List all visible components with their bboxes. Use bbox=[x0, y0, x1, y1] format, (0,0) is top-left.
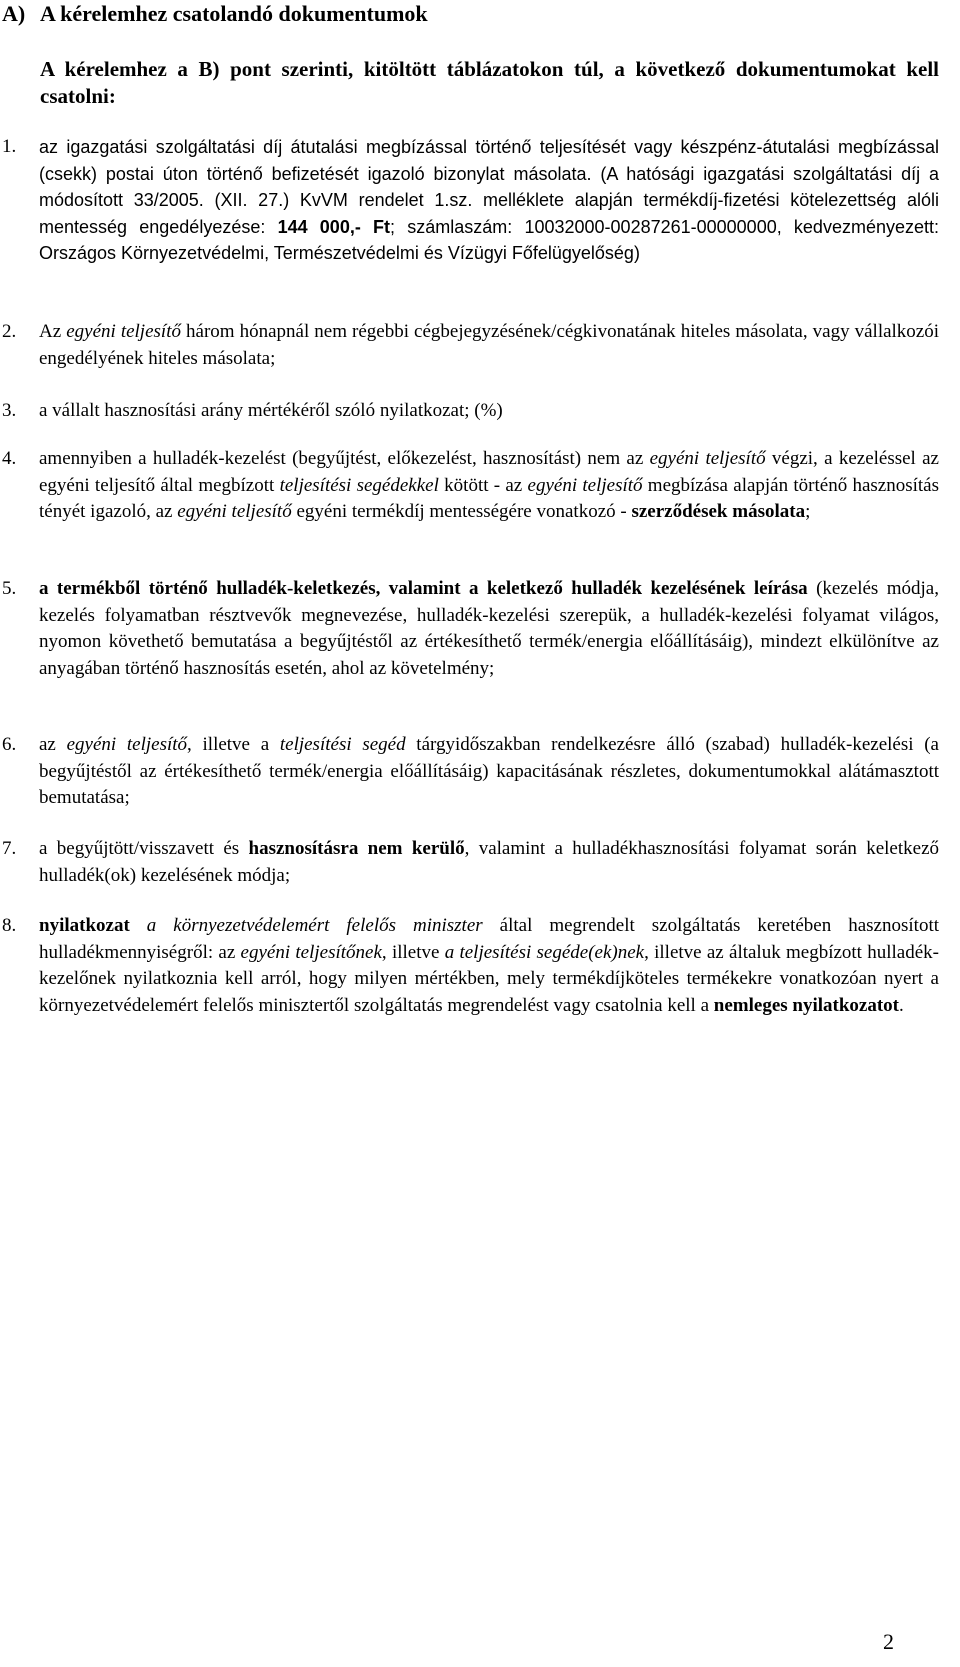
item-text bbox=[39, 576, 939, 682]
list-item-1 bbox=[0, 134, 939, 267]
item-text-part: (kezelés módja, kezelés folyamatban résztvevők megnevezése, hulladék-kezelési szerepük, a hulladék-kezelési folyamat világos, nyomon követhető bemutatása a begyűjtéstől az értékesíthető termék/energia előállításáig), mindezt elkülönítve az anyagában történő hasznosítás esetén, ahol az követelmény; bbox=[39, 578, 939, 679]
italic-term: egyéni teljesítő bbox=[66, 321, 181, 342]
list-item-5 bbox=[0, 576, 939, 682]
italic-term: teljesítési segédekkel bbox=[279, 474, 439, 496]
item-text-part: kötött - az bbox=[438, 474, 528, 496]
list-item-8 bbox=[0, 913, 939, 1019]
item-text bbox=[39, 913, 939, 1019]
item-text bbox=[39, 319, 939, 372]
italic-term: a teljesítési segéde(ek)nek bbox=[444, 941, 645, 963]
item-text-part: tárgyidőszakban rendelkezésre álló (szabad) hulladék-kezelési (a begyűjtéstől az értékesíthető termék/energia előállításáig) kapacitásának részletes, dokumentumokkal alátámasztott bemutatása; bbox=[39, 734, 939, 808]
item-text-part: , illetve az általuk megbízott hulladék-kezelőnek nyilatkoznia kell arról, hogy milyen mértékben, mely termékdíjköteles termékekre vonatkozóan nyert a környezetvédelemért felelős minisztertől szolgáltatás megrendelést vagy csatolnia kell a bbox=[39, 941, 939, 1016]
section-number: A) bbox=[2, 1, 26, 26]
item-text-part: , illetve bbox=[381, 941, 445, 963]
bold-term: a termékből történő hulladék-keletkezés, valamint a keletkező hulladék kezelésének leírása bbox=[39, 578, 808, 599]
item-number: 6. bbox=[2, 734, 17, 755]
item-text-part: , illetve a bbox=[187, 734, 280, 755]
item-text-part: három hónapnál nem régebbi cégbejegyzésének/cégkivonatának hiteles másolata, vagy vállalkozói engedélyének hiteles másolata; bbox=[39, 321, 940, 369]
item-text-part: ; bbox=[805, 501, 811, 522]
item-number: 8. bbox=[2, 915, 17, 936]
item-text-part: megbízása alapján történő hasznosítás tényét igazoló, az bbox=[39, 474, 940, 522]
item-text-part: ; számlaszám: 10032000-00287261-00000000, kedvezményezett: Országos Környezetvédelmi, Természetvédelmi és Vízügyi Főfelügyelőség) bbox=[39, 216, 939, 263]
list-item-6 bbox=[0, 732, 939, 812]
item-text bbox=[39, 732, 939, 812]
item-text: a vállalt hasznosítási arány mértékéről szóló nyilatkozat; (%) bbox=[39, 400, 503, 421]
italic-term: egyéni teljesítőnek bbox=[240, 941, 382, 963]
item-text-part: Az bbox=[39, 321, 67, 342]
item-number: 3. bbox=[2, 400, 17, 421]
list-item-7 bbox=[0, 836, 939, 889]
item-number: 4. bbox=[2, 448, 17, 469]
item-text-part: . bbox=[899, 994, 904, 1016]
item-number: 2. bbox=[2, 321, 17, 342]
list-item-2 bbox=[0, 319, 939, 372]
item-text-part: amennyiben a hulladék-kezelést (begyűjtést, előkezelést, hasznosítást) nem az bbox=[39, 448, 650, 469]
intro-paragraph: A kérelemhez a B) pont szerinti, kitöltött táblázatokon túl, a következő dokumentumokat kell csatolni: bbox=[40, 57, 939, 108]
list-item-3 bbox=[0, 398, 939, 425]
italic-term: teljesítési segéd bbox=[279, 734, 406, 755]
item-text-part: az igazgatási szolgáltatási díj átutalási megbízással történő teljesítését vagy készpénz-átutalási megbízással (csekk) postai úton történő befizetését igazoló bizonylat másolata. (A hatósági igazgatási szolgáltatási díj a módosított 33/2005. (XII. 27.) KvVM rendelet 1.sz. melléklete alapján termékdíj-fizetési kötelezettség alóli mentesség engedélyezése: bbox=[39, 137, 939, 237]
section-title: A kérelemhez csatolandó dokumentumok bbox=[40, 1, 428, 26]
item-text-part: által megrendelt szolgáltatás keretében hasznosított hulladékmennyiségről: az bbox=[39, 915, 939, 963]
item-text-part: , valamint a hulladékhasznosítási folyamat során keletkező hulladék(ok) kezelésének módja; bbox=[39, 838, 940, 886]
italic-term: egyéni teljesítő bbox=[649, 448, 766, 469]
bold-term: szerződések másolata bbox=[631, 501, 806, 522]
fee-amount: 144 000,- Ft bbox=[277, 216, 391, 237]
item-text-part: egyéni termékdíj mentességére vonatkozó - bbox=[291, 501, 632, 522]
item-text bbox=[39, 446, 939, 526]
italic-term: egyéni teljesítő bbox=[527, 474, 643, 496]
bold-term: nemleges nyilatkozatot bbox=[713, 994, 900, 1016]
bold-term: nyilatkozat bbox=[39, 915, 130, 936]
section-heading bbox=[2, 0, 428, 28]
item-text bbox=[39, 134, 939, 267]
item-number: 1. bbox=[2, 136, 17, 157]
item-number: 5. bbox=[2, 578, 17, 599]
italic-term: egyéni teljesítő bbox=[66, 734, 188, 755]
page-number: 2 bbox=[883, 1629, 894, 1654]
item-text-part: a begyűjtött/visszavett és bbox=[39, 838, 249, 859]
list-item-4 bbox=[0, 446, 939, 526]
italic-term: egyéni teljesítő bbox=[177, 501, 292, 522]
item-text-part: végzi, a kezeléssel az egyéni teljesítő által megbízott bbox=[39, 448, 939, 496]
item-text-part: az bbox=[39, 734, 67, 755]
item-text bbox=[39, 836, 939, 889]
bold-term: hasznosításra nem kerülő bbox=[248, 838, 465, 859]
item-number: 7. bbox=[2, 838, 17, 859]
italic-term: a környezetvédelemért felelős miniszter bbox=[146, 915, 483, 936]
item-text-part bbox=[130, 915, 147, 936]
